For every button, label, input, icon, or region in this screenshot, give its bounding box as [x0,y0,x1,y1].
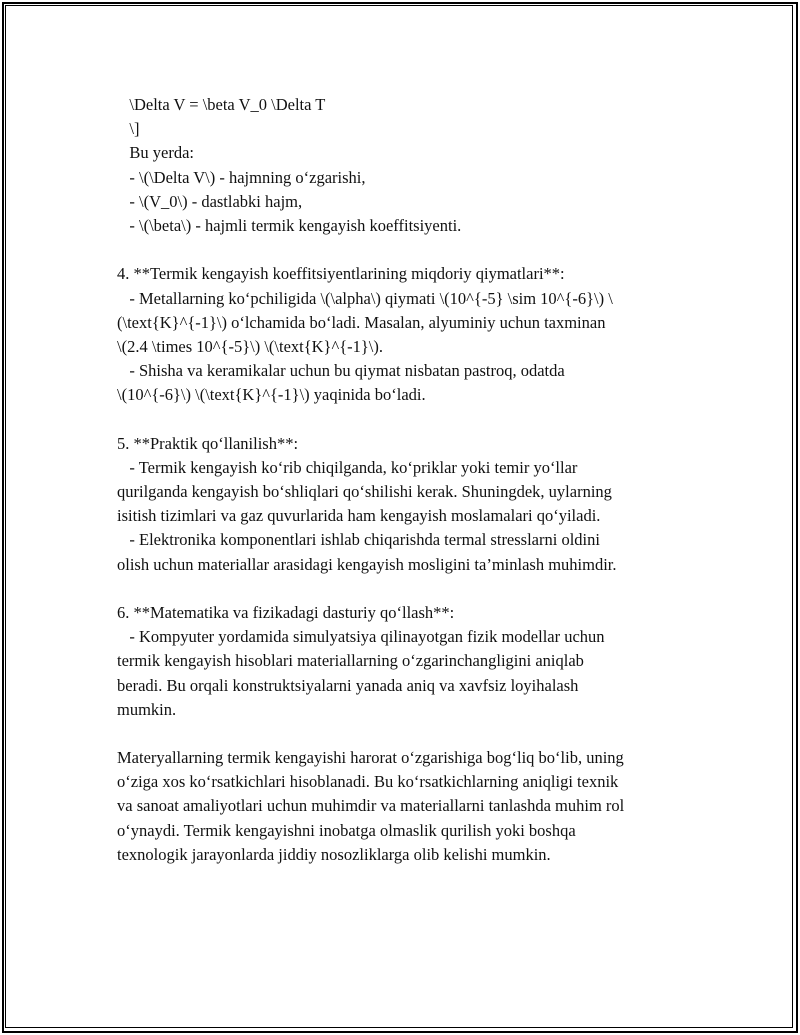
paragraph-gap [117,238,697,262]
conclusion-line: o‘ynaydi. Termik kengayishni inobatga olmaslik qurilish yoki boshqa [117,820,576,840]
section-6-line: termik kengayish hisoblari materiallarning o‘zgarinchangligini aniqlab [117,651,584,671]
definition-beta: - \(\beta\) - hajmli termik kengayish koeffitsiyenti. [117,215,462,235]
document-body [117,93,697,867]
conclusion-line: texnologik jarayonlarda jiddiy nosozliklarga olib kelishi mumkin. [117,844,551,864]
conclusion-line: o‘ziga xos ko‘rsatkichlari hisoblanadi. Bu ko‘rsatkichlarning aniqligi texnik [117,772,619,792]
paragraph-gap [117,577,697,601]
where-label: Bu yerda: [117,143,194,163]
section-6-line: - Kompyuter yordamida simulyatsiya qilinayotgan fizik modellar uchun [117,627,605,647]
section-5 [117,432,697,577]
section-5-line: isitish tizimlari va gaz quvurlarida ham kengayish moslamalari qo‘yiladi. [117,506,601,526]
formula-block [117,93,697,238]
conclusion-line: Materyallarning termik kengayishi harorat o‘zgarishiga bog‘liq bo‘lib, uning [117,748,624,768]
paragraph-gap [117,722,697,746]
formula-line: \Delta V = \beta V_0 \Delta T [117,95,326,114]
conclusion-paragraph [117,746,697,867]
section-5-line: olish uchun materiallar arasidagi kengayish mosligini ta’minlash muhimdir. [117,554,617,574]
section-6-line: beradi. Bu orqali konstruktsiyalarni yanada aniq va xavfsiz loyihalash [117,675,579,695]
section-4 [117,262,697,407]
section-4-line: \(10^{-6}\) \(\text{K}^{-1}\) yaqinida bo‘ladi. [117,385,426,405]
section-4-heading: 4. **Termik kengayish koeffitsiyentlarining miqdoriy qiymatlari**: [117,264,565,284]
paragraph-gap [117,407,697,431]
section-4-line: \(2.4 \times 10^{-5}\) \(\text{K}^{-1}\). [117,336,384,356]
definition-v0: - \(V_0\) - dastlabki hajm, [117,191,303,211]
section-5-heading: 5. **Praktik qo‘llanilish**: [117,433,299,453]
section-4-line: (\text{K}^{-1}\) o‘lchamida bo‘ladi. Masalan, alyuminiy uchun taxminan [117,312,606,332]
section-5-line: qurilganda kengayish bo‘shliqlari qo‘shilishi kerak. Shuningdek, uylarning [117,482,612,501]
definition-delta-v: - \(\Delta V\) - hajmning o‘zgarishi, [117,167,366,187]
section-5-line: - Elektronika komponentlari ishlab chiqarishda termal stresslarni oldini [117,530,600,550]
section-4-line: - Metallarning ko‘pchiligida \(\alpha\) qiymati \(10^{-5} \sim 10^{-6}\) \ [117,288,613,308]
section-5-line: - Termik kengayish ko‘rib chiqilganda, ko‘priklar yoki temir yo‘llar [117,457,578,477]
conclusion-line: va sanoat amaliyotlari uchun muhimdir va materiallarni tanlashda muhim rol [117,796,625,816]
formula-close-line: \] [117,119,140,139]
section-6-line: mumkin. [117,699,177,719]
section-4-line: - Shisha va keramikalar uchun bu qiymat nisbatan pastroq, odatda [117,361,565,381]
section-6-heading: 6. **Matematika va fizikadagi dasturiy qo‘llash**: [117,602,455,622]
section-6 [117,601,697,722]
